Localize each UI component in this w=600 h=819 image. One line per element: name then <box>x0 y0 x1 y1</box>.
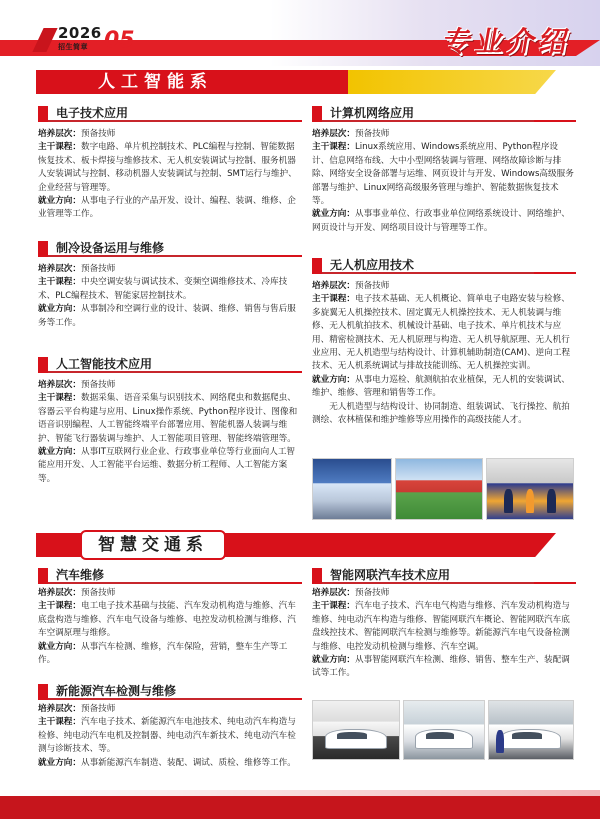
person-figure <box>496 730 504 753</box>
year-text: 2026 <box>58 24 102 42</box>
direction-label: 就业方向： <box>312 655 355 666</box>
direction-label: 就业方向： <box>38 757 81 768</box>
major-details <box>312 280 574 427</box>
major-heading: 无人机应用技术 <box>312 256 574 274</box>
courses-value: 中央空调安装与调试技术、变频空调维修技术、冷库技术、PLC编程技术、智能家居控制技术。 <box>38 277 288 301</box>
courses-label: 主干课程： <box>38 393 81 404</box>
person-figure <box>526 489 535 513</box>
major-heading: 汽车维修 <box>38 566 300 584</box>
level-value: 预备技师 <box>354 588 390 598</box>
section-title: 智慧交通系 <box>80 530 226 560</box>
footer-band <box>0 796 600 819</box>
car-shape <box>325 729 387 749</box>
level-label: 培养层次： <box>38 704 81 714</box>
courses-value: 电子技术基础、无人机概论、简单电子电路安装与检修、多旋翼无人机操控技术、固定翼无人机操控技术、无人机装调与维修、无人机航拍技术、机械设计基础、电子技术、单片机技术与应用、精密检测技术、无人机原理与构造、无人机导航原理、无人机行业应用、无人机造型与结构设计、计算机辅助制造(CAM)、逆向工程技术、无人机系统调试与排故技能训练、无人机操控实训。 <box>312 294 571 372</box>
direction-label: 就业方向： <box>312 374 355 385</box>
direction-label: 就业方向： <box>38 447 81 458</box>
photo-car-showroom <box>403 700 485 760</box>
courses-label: 主干课程： <box>38 717 81 728</box>
section-header-transport <box>36 533 556 557</box>
major-heading: 计算机网络应用 <box>312 104 574 122</box>
level-label: 培养层次： <box>38 129 81 139</box>
major-details <box>38 587 300 667</box>
major-heading: 智能网联汽车技术应用 <box>312 566 574 584</box>
major-details <box>312 128 574 235</box>
car-shape <box>415 729 473 749</box>
courses-value: 汽车电子技术、新能源汽车电池技术、纯电动汽车构造与检修、纯电动汽车电机及控制器、纯电动汽车新技术、纯电动汽车检测与诊断技术、等。 <box>38 717 296 755</box>
brochure-subtitle: 招生简章 <box>58 43 88 51</box>
level-value: 预备技师 <box>354 281 390 291</box>
photo-drone-field <box>395 458 483 520</box>
photo-car-workshop <box>312 700 400 760</box>
courses-label: 主干课程： <box>312 294 355 305</box>
major-heading: 新能源汽车检测与维修 <box>38 682 300 700</box>
direction-label: 就业方向： <box>38 304 81 315</box>
courses-value: 数字电路、单片机控制技术、PLC编程与控制、智能数据恢复技术、板卡焊接与维修技术、无人机安装调试与控制、服务机器人安装调试与控制、移动机器人安装调试与控制、SMT运行与维护、企业经营与管理等。 <box>38 142 297 193</box>
courses-label: 主干课程： <box>38 142 81 153</box>
major-heading: 人工智能技术应用 <box>38 355 300 373</box>
level-label: 培养层次： <box>312 281 355 291</box>
page-number: 05 <box>104 28 135 53</box>
level-value: 预备技师 <box>80 264 116 274</box>
level-label: 培养层次： <box>38 380 81 390</box>
section-header-ai <box>36 70 556 94</box>
photo-car-repair <box>488 700 574 760</box>
direction-value: 从事电力巡检、航测航拍农业植保，无人机的安装调试、维护、维修、管理和销售等工作。 <box>312 374 570 399</box>
direction-value: 从事智能网联汽车检测、维修、销售、整车生产、装配调试等工作。 <box>312 655 570 679</box>
year-badge <box>38 22 135 56</box>
direction-value: 从事电子行业的产品开发、设计、编程、装调、维修、企业管理等工作。 <box>38 196 296 220</box>
car-shape <box>501 729 561 749</box>
level-value: 预备技师 <box>354 129 390 139</box>
courses-label: 主干课程： <box>38 601 81 612</box>
level-label: 培养层次： <box>38 264 81 274</box>
courses-value: 电工电子技术基础与技能、汽车发动机构造与维修、汽车底盘构造与维修、汽车电气设备与维修、电控发动机检测与维修、汽车空调原理与维修。 <box>38 601 296 639</box>
direction-value: 从事事业单位、行政事业单位网络系统设计、网络维护、网页设计与开发、网络项目设计与管理等工作。 <box>312 209 570 233</box>
courses-value: 数据采集、语音采集与识别技术、网络爬虫和数据爬虫、容器云平台构建与应用、Linux操作系统、Python程序设计、图像和语音识别编程、人工智能终端平台部署应用、智能机器人装调与维护、智能飞行器装调与维护、人工智能项目管理、智能终端管理等。 <box>38 393 298 444</box>
direction-label: 就业方向： <box>312 209 355 220</box>
photo-drone-classroom <box>486 458 574 520</box>
major-details <box>312 587 574 681</box>
level-value: 预备技师 <box>80 588 116 598</box>
major-heading: 制冷设备运用与维修 <box>38 239 300 257</box>
courses-label: 主干课程： <box>312 142 355 153</box>
major-details <box>38 263 300 330</box>
section-title: 人工智能系 <box>98 72 213 92</box>
direction-label: 就业方向： <box>38 641 81 652</box>
level-label: 培养层次： <box>312 588 355 598</box>
courses-label: 主干课程： <box>38 277 81 288</box>
major-details <box>38 379 300 486</box>
major-details <box>38 128 300 222</box>
person-figure <box>547 489 556 513</box>
direction-label: 就业方向： <box>38 196 81 207</box>
direction-value: 从事新能源汽车制造、装配、调试、质检、维修等工作。 <box>80 757 296 768</box>
level-value: 预备技师 <box>80 129 116 139</box>
level-value: 预备技师 <box>80 704 116 714</box>
direction-value: 从事汽车检测、维修，汽车保险，营销，整车生产等工作。 <box>38 641 288 666</box>
major-details <box>38 703 300 770</box>
level-label: 培养层次： <box>312 129 355 139</box>
direction-value: 从事制冷和空调行业的设计、装调、维修、销售与售后服务等工作。 <box>38 304 296 328</box>
direction-value: 从事IT互联网行业企业、行政事业单位等行业面向人工智能应用开发、人工智能平台运维、数据分析工程师、人工智能方案等。 <box>38 447 296 484</box>
courses-label: 主干课程： <box>312 601 355 612</box>
major-heading: 电子技术应用 <box>38 104 300 122</box>
extra-description: 无人机造型与结构设计、协同制造、组装调试、飞行操控、航拍测绘、农林植保和维护维修等应用操作的高级技能人才。 <box>312 401 570 426</box>
photo-drone-lab <box>312 458 392 520</box>
level-value: 预备技师 <box>80 380 116 390</box>
page-title: 专业介绍 <box>440 25 575 58</box>
courses-value: Linux系统应用、Windows系统应用、Python程序设计、信息网络布线、大中小型网络装调与管理、网络故障诊断与排除、网络安全设备部署与运维、网页设计与开发、Windows高级服务部署与维护、Linux网络高级服务管理与维护、智能数据恢复技术等。 <box>312 142 574 207</box>
level-label: 培养层次： <box>38 588 81 598</box>
courses-value: 汽车电子技术、汽车电气构造与维修、汽车发动机构造与维修、纯电动汽车构造与维修、智能网联汽车概论、智能网联汽车底盘线控技术、智能网联汽车检测与维修等。新能源汽车电气设备检测与维修、电控发动机检测与维修、汽车空调。 <box>312 601 570 652</box>
person-figure <box>504 489 513 513</box>
